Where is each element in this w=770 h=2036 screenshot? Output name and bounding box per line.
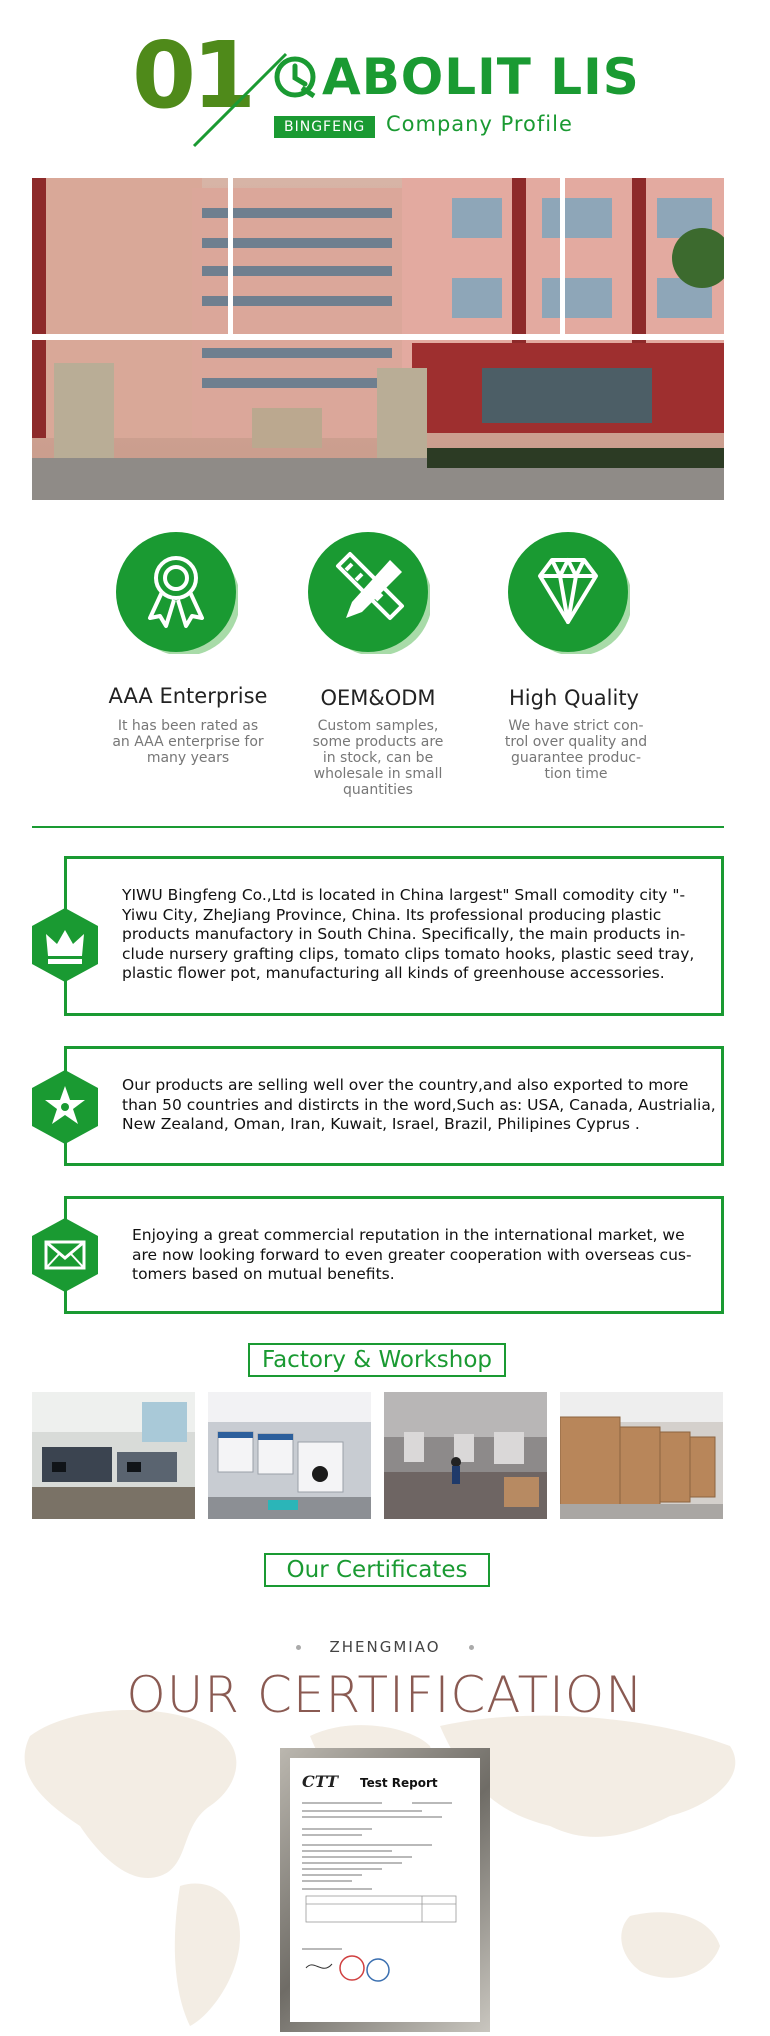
machines-photo-1	[208, 1392, 371, 1519]
feature-desc-aaa	[108, 718, 268, 766]
info-line: tomers based on mutual benefits.	[132, 1265, 395, 1283]
info-line: are now looking forward to even greater cooperation with overseas cus-	[132, 1245, 692, 1264]
desc-line: many years	[146, 750, 230, 766]
feature-desc-quality	[496, 718, 656, 782]
desc-line: Custom samples,	[317, 718, 439, 734]
info-text-markets	[122, 1076, 722, 1135]
info-line: Our products are selling well over the country,and also exported to more	[122, 1076, 689, 1094]
info-line: than 50 countries and distircts in the word,Such as: USA, Canada, Austrialia,	[122, 1095, 716, 1114]
feature-title-aaa: AAA Enterprise	[108, 684, 268, 708]
feature-title-oem: OEM&ODM	[320, 686, 436, 710]
cert-brand: ZHENGMIAO	[329, 1638, 441, 1656]
brand-line	[0, 1638, 770, 1656]
info-line: clude nursery grafting clips, tomato clips tomato hooks, plastic seed tray,	[122, 944, 695, 963]
section-subtitle: Company Profile	[386, 112, 573, 136]
desc-line: in stock, can be	[322, 750, 434, 766]
crown-icon	[30, 906, 100, 984]
desc-line: some products are	[312, 734, 444, 750]
feature-desc-oem	[298, 718, 458, 798]
desc-line: quantities	[343, 782, 413, 798]
dot-right	[469, 1645, 474, 1650]
info-text-intro	[122, 886, 722, 984]
report-text-lines	[302, 1798, 468, 1998]
pencil-ruler-icon	[306, 530, 430, 654]
desc-line: wholesale in small	[313, 766, 443, 782]
info-line: Yiwu City, ZheJiang Province, China. Its professional producing plastic	[122, 905, 662, 924]
warehouse-boxes-photo	[560, 1392, 723, 1519]
brand-badge: BINGFENG	[274, 116, 375, 138]
certificates-label: Our Certificates	[264, 1553, 490, 1587]
feature-title-quality: High Quality	[509, 686, 639, 710]
info-line: plastic flower pot, manufacturing all kinds of greenhouse accessories.	[122, 964, 665, 982]
company-building-photo	[32, 178, 724, 500]
info-text-reputation	[132, 1226, 722, 1285]
factory-workshop-label: Factory & Workshop	[248, 1343, 506, 1377]
desc-line: tion time	[544, 766, 608, 782]
diamond-icon	[506, 530, 630, 654]
ctt-logo: CTT	[302, 1772, 338, 1791]
ribbon-badge-icon	[114, 530, 238, 654]
desc-line: trol over quality and	[504, 734, 648, 750]
certificate-frame	[280, 1748, 490, 2032]
section-number: 01	[132, 22, 253, 129]
desc-line: guarantee produc-	[510, 750, 642, 766]
info-line: YIWU Bingfeng Co.,Ltd is located in China largest" Small comodity city "-	[122, 886, 686, 904]
dot-left	[296, 1645, 301, 1650]
info-line: New Zealand, Oman, Iran, Kuwait, Israel, Brazil, Philipines Cyprus .	[122, 1115, 640, 1133]
clock-logo-icon	[272, 54, 318, 100]
workshop-floor-photo	[384, 1392, 547, 1519]
envelope-icon	[30, 1216, 100, 1294]
sheriff-star-icon	[30, 1068, 100, 1146]
info-line: products manufactory in South China. Specifically, the main products in-	[122, 925, 686, 943]
certification-title: OUR CERTIFICATION	[126, 1666, 644, 1724]
report-title: Test Report	[360, 1776, 438, 1790]
info-line: Enjoying a great commercial reputation in the international market, we	[132, 1226, 685, 1244]
desc-line: It has been rated as	[117, 718, 259, 734]
section-title: ABOLIT LIS	[322, 48, 640, 106]
desc-line: We have strict con-	[508, 718, 644, 734]
section-divider	[32, 826, 724, 828]
desc-line: an AAA enterprise for	[112, 734, 264, 750]
test-report-document	[290, 1758, 480, 2022]
office-photo	[32, 1392, 195, 1519]
